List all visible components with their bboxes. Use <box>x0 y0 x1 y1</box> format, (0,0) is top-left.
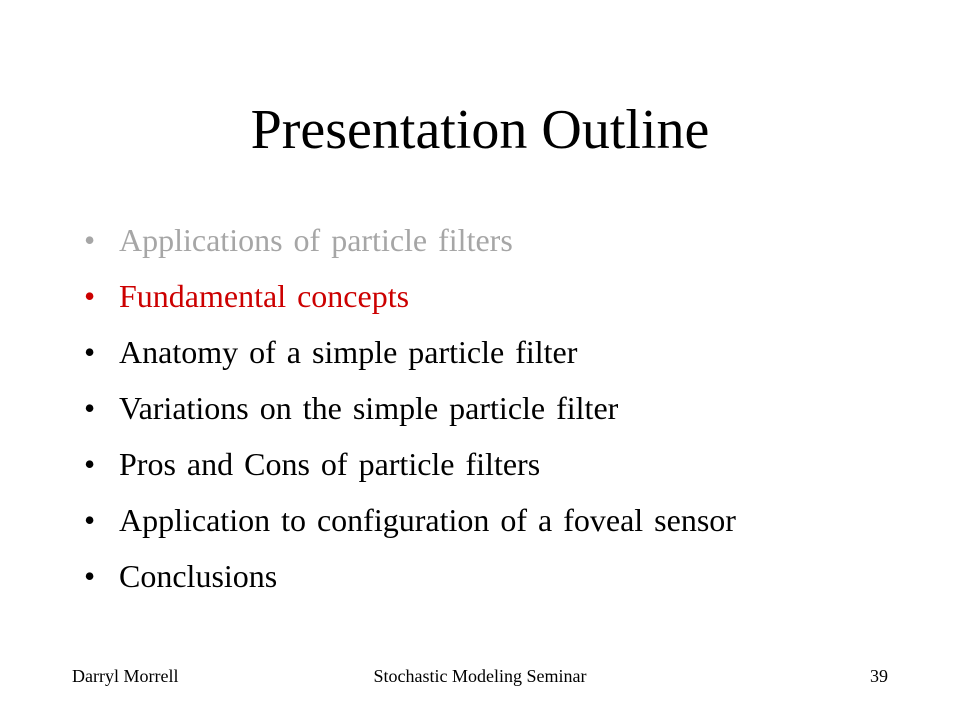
bullet-icon: • <box>84 502 96 538</box>
outline-item-text: Applications of particle filters <box>119 222 513 258</box>
outline-item-anatomy <box>84 324 736 380</box>
bullet-icon: • <box>84 390 96 426</box>
bullet-icon: • <box>84 446 96 482</box>
outline-item-text: Fundamental concepts <box>119 278 410 314</box>
outline-item-foveal-sensor <box>84 492 736 548</box>
footer-author: Darryl Morrell <box>72 666 179 686</box>
bullet-icon: • <box>84 334 96 370</box>
outline-list <box>84 212 736 604</box>
outline-item-variations <box>84 380 736 436</box>
outline-item-text: Application to configuration of a foveal sensor <box>119 502 736 538</box>
outline-item-pros-cons <box>84 436 736 492</box>
outline-item-fundamental-concepts <box>84 268 736 324</box>
bullet-icon: • <box>84 222 96 258</box>
outline-item-text: Pros and Cons of particle filters <box>119 446 541 482</box>
footer-event: Stochastic Modeling Seminar <box>373 666 587 686</box>
footer-page-number: 39 <box>870 666 888 686</box>
outline-item-applications <box>84 212 736 268</box>
outline-item-text: Conclusions <box>119 558 278 594</box>
bullet-icon: • <box>84 278 96 314</box>
bullet-icon: • <box>84 558 96 594</box>
outline-item-text: Variations on the simple particle filter <box>119 390 619 426</box>
outline-item-conclusions <box>84 548 736 604</box>
outline-item-text: Anatomy of a simple particle filter <box>119 334 578 370</box>
slide-title: Presentation Outline <box>250 99 710 161</box>
